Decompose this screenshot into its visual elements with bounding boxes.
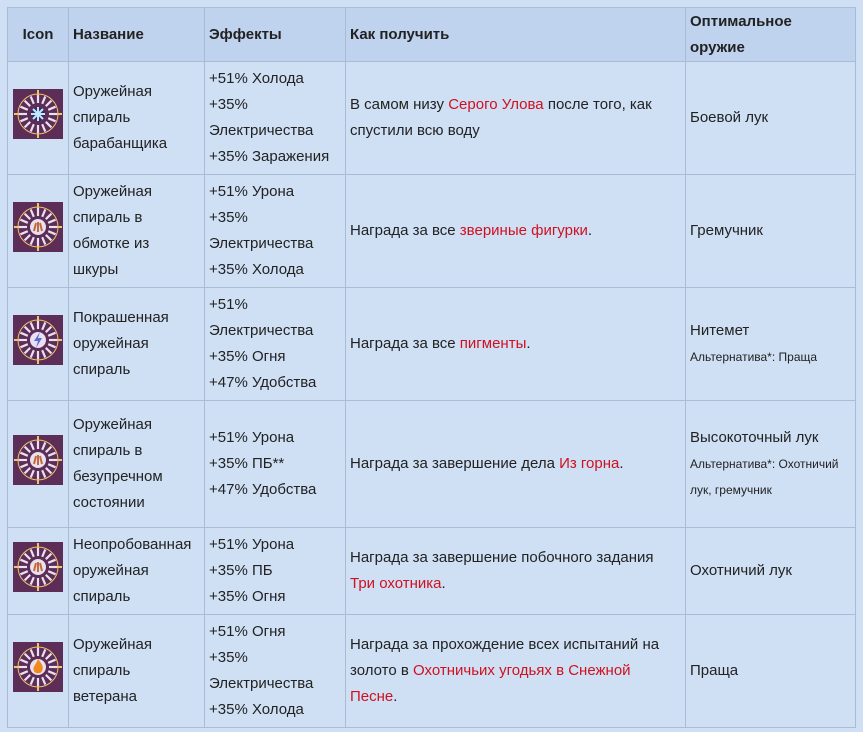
- effects-cell: [205, 615, 346, 728]
- icon-cell: [8, 175, 69, 288]
- how-link[interactable]: Охотничьих угодьях в Снежной Песне: [350, 662, 631, 705]
- effects-cell: [205, 62, 346, 175]
- icon-cell: [8, 62, 69, 175]
- weapon-cell: [686, 615, 856, 728]
- icon-cell: [8, 615, 69, 728]
- name-line: Неопробованная: [73, 536, 192, 553]
- weapon-name: Боевой лук: [690, 109, 769, 126]
- effect-line: +51% Урона: [209, 429, 295, 446]
- effect-line: Электричества: [209, 322, 314, 339]
- effect-line: +51% Урона: [209, 536, 295, 553]
- how-cell: [346, 62, 686, 175]
- coils-table: [7, 7, 856, 728]
- effect-line: +35% ПБ**: [209, 455, 285, 472]
- weapon-name: Праща: [690, 662, 739, 679]
- weapon-name: Высокоточный лук: [690, 429, 819, 446]
- fire-icon: [13, 642, 63, 692]
- how-cell: [346, 528, 686, 615]
- weapon-cell: [686, 62, 856, 175]
- how-text: Награда за прохождение всех испытаний на золото в: [350, 636, 660, 679]
- how-link[interactable]: Серого Улова: [448, 96, 544, 113]
- weapon-name: Нитемет: [690, 322, 750, 339]
- weapon-alternative: Альтернатива*: Охотничий лук, гремучник: [690, 457, 839, 497]
- name-line: оружейная: [73, 335, 149, 352]
- name-cell: [69, 528, 205, 615]
- how-text-end: .: [587, 222, 593, 239]
- how-link[interactable]: Из горна: [559, 455, 620, 472]
- header-weapon-line1: Оптимальное: [690, 12, 792, 30]
- effect-line: +35% Огня: [209, 588, 286, 605]
- effect-line: +51% Урона: [209, 183, 295, 200]
- how-text: Награда за завершение дела: [350, 455, 560, 472]
- how-text: Награда за завершение побочного задания: [350, 549, 654, 566]
- how-text-end: .: [393, 688, 398, 705]
- effect-line: +35% ПБ: [209, 562, 273, 579]
- name-line: Покрашенная: [73, 309, 169, 326]
- effects-cell: [205, 528, 346, 615]
- name-cell: [69, 175, 205, 288]
- claw-icon: [13, 542, 63, 592]
- name-cell: [69, 615, 205, 728]
- how-text: Награда за все: [350, 222, 460, 239]
- name-line: спираль в: [73, 442, 143, 459]
- name-line: Оружейная: [73, 636, 153, 653]
- weapon-alternative: Альтернатива*: Праща: [690, 350, 818, 364]
- name-line: спираль: [73, 109, 131, 126]
- weapon-cell: [686, 288, 856, 401]
- effect-line: +51%: [209, 296, 248, 313]
- name-cell: [69, 401, 205, 528]
- claw-icon: [13, 435, 63, 485]
- table-row: [8, 401, 856, 528]
- name-line: спираль в: [73, 209, 143, 226]
- claw-icon: [13, 202, 63, 252]
- effect-line: +35% Огня: [209, 348, 286, 365]
- effect-line: Электричества: [209, 675, 314, 692]
- how-text-end: .: [441, 575, 446, 592]
- icon-cell: [8, 528, 69, 615]
- header-icon: Icon: [8, 8, 69, 62]
- icon-cell: [8, 401, 69, 528]
- name-line: Оружейная: [73, 416, 153, 433]
- effects-cell: [205, 175, 346, 288]
- effects-cell: [205, 401, 346, 528]
- name-line: спираль: [73, 588, 131, 605]
- effect-line: +47% Удобства: [209, 481, 317, 498]
- how-text: Награда за все: [350, 335, 460, 352]
- lightning-icon: [13, 315, 63, 365]
- header-name: Название: [69, 8, 205, 62]
- table-row: [8, 288, 856, 401]
- how-cell: [346, 175, 686, 288]
- header-weapon-line2: оружие: [690, 38, 745, 56]
- name-line: спираль: [73, 662, 131, 679]
- effect-line: Электричества: [209, 122, 314, 139]
- how-text-end: .: [619, 455, 624, 472]
- how-link[interactable]: Три охотника: [350, 575, 442, 592]
- how-cell: [346, 615, 686, 728]
- table-row: [8, 528, 856, 615]
- name-line: спираль: [73, 361, 131, 378]
- weapon-cell: [686, 175, 856, 288]
- how-text-end: .: [526, 335, 531, 352]
- name-line: Оружейная: [73, 83, 153, 100]
- effect-line: +35%: [209, 96, 248, 113]
- effect-line: +35% Заражения: [209, 148, 330, 165]
- weapon-cell: [686, 401, 856, 528]
- snowflake-icon: [13, 89, 63, 139]
- effect-line: +51% Огня: [209, 623, 286, 640]
- weapon-cell: [686, 528, 856, 615]
- name-line: безупречном: [73, 468, 163, 485]
- name-line: шкуры: [73, 261, 119, 278]
- header-how: Как получить: [346, 8, 686, 62]
- table-row: [8, 175, 856, 288]
- effect-line: +35%: [209, 209, 248, 226]
- how-cell: [346, 288, 686, 401]
- name-line: барабанщика: [73, 135, 168, 152]
- how-text: В самом низу: [350, 96, 449, 113]
- name-line: состоянии: [73, 494, 145, 511]
- name-line: ветерана: [73, 688, 137, 705]
- icon-cell: [8, 288, 69, 401]
- name-line: Оружейная: [73, 183, 153, 200]
- name-line: обмотке из: [73, 235, 150, 252]
- table-row: [8, 62, 856, 175]
- name-line: оружейная: [73, 562, 149, 579]
- name-cell: [69, 62, 205, 175]
- effects-cell: [205, 288, 346, 401]
- effect-line: +51% Холода: [209, 70, 304, 87]
- how-cell: [346, 401, 686, 528]
- weapon-name: Гремучник: [690, 222, 763, 239]
- effect-line: Электричества: [209, 235, 314, 252]
- header-weapon: [686, 8, 856, 62]
- weapon-name: Охотничий лук: [690, 562, 792, 579]
- table-row: [8, 615, 856, 728]
- how-text-end: после того, как спустили всю воду: [350, 96, 652, 139]
- header-row: [8, 8, 856, 62]
- effect-line: +35%: [209, 649, 248, 666]
- how-link[interactable]: звериные фигурки: [459, 222, 588, 239]
- name-cell: [69, 288, 205, 401]
- effect-line: +35% Холода: [209, 261, 304, 278]
- header-effects: Эффекты: [205, 8, 346, 62]
- effect-line: +47% Удобства: [209, 374, 317, 391]
- how-link[interactable]: пигменты: [459, 335, 527, 352]
- effect-line: +35% Холода: [209, 701, 304, 718]
